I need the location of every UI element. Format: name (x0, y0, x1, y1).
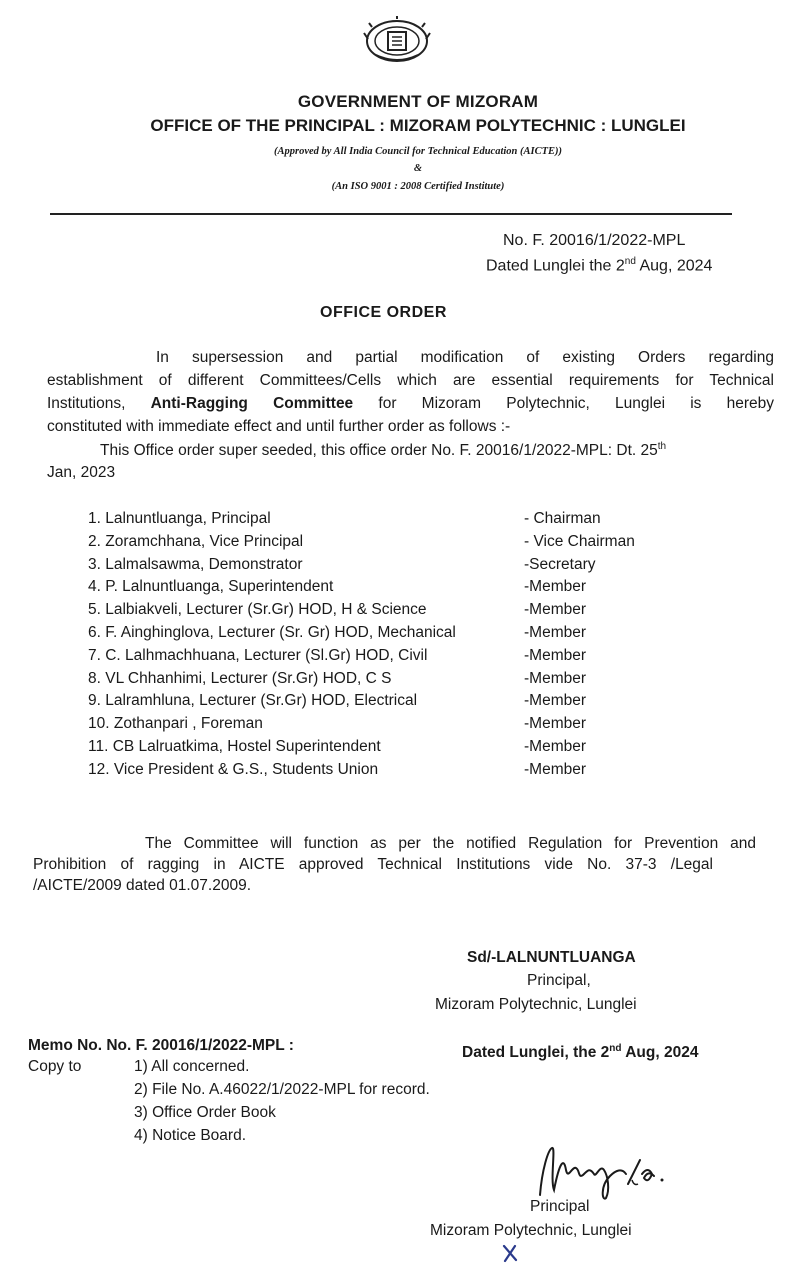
body-line-1: In supersession and partial modification of existing Orders regarding (156, 349, 774, 366)
pen-mark-icon (500, 1242, 520, 1264)
aicte-approval-note: (Approved by All India Council for Technical Education (AICTE)) (274, 146, 562, 157)
list-item: 2. Zoramchhana, Vice Principal - Vice Chairman (88, 532, 635, 550)
memo-number: Memo No. No. F. 20016/1/2022-MPL : (28, 1037, 294, 1054)
copy-to-label: Copy to (28, 1058, 82, 1075)
body-line-4: constituted with immediate effect and until further order as follows :- (47, 418, 511, 435)
list-item: 10. Zothanpari , Foreman -Member (88, 715, 587, 733)
list-item: 9. Lalramhluna, Lecturer (Sr.Gr) HOD, Electrical -Member (88, 692, 587, 710)
list-item: 4. P. Lalnuntluanga, Superintendent -Member (88, 578, 587, 596)
iso-certification-note: (An ISO 9001 : 2008 Certified Institute) (331, 181, 505, 192)
committee-name: Anti-Ragging Committee (150, 395, 354, 412)
header-divider (50, 213, 732, 215)
list-item: 3. Lalmalsawma, Demonstrator -Secretary (88, 555, 596, 573)
list-item: 11. CB Lalruatkima, Hostel Superintendent -Member (88, 737, 587, 755)
list-item: 7. C. Lalhmachhuana, Lecturer (Sl.Gr) HOD, Civil -Member (88, 646, 587, 664)
body-line-2: establishment of different Committees/Cells which are essential requirements for Technical (47, 372, 774, 389)
copy-item: 4) Notice Board. (134, 1127, 246, 1144)
order-date: Dated Lunglei the 2nd Aug, 2024 (486, 256, 713, 275)
list-item: 5. Lalbiakveli, Lecturer (Sr.Gr) HOD, H & Science -Member (88, 601, 587, 619)
signatory-designation: Principal, (527, 972, 591, 989)
order-number: No. F. 20016/1/2022-MPL (503, 232, 686, 249)
copy-item: 1) All concerned. (134, 1058, 250, 1075)
function-line-3: /AICTE/2009 dated 01.07.2009. (33, 877, 252, 894)
committee-member-list (88, 510, 668, 784)
body-line-3: Institutions, Anti-Ragging Committee for Mizoram Polytechnic, Lunglei is hereby (47, 395, 775, 412)
office-heading: OFFICE OF THE PRINCIPAL : MIZORAM POLYTECHNIC : LUNGLEI (150, 116, 686, 135)
document-title: OFFICE ORDER (320, 304, 447, 321)
supersede-note-date: Jan, 2023 (47, 464, 116, 481)
function-line-2: Prohibition of ragging in AICTE approved Technical Institutions vide No. 37-3 /Legal (33, 856, 713, 873)
signatory-name: Sd/-LALNUNTLUANGA (467, 949, 636, 966)
copy-item: 3) Office Order Book (134, 1104, 276, 1121)
list-item: 12. Vice President & G.S., Students Union -Member (88, 760, 587, 778)
footer-organisation: Mizoram Polytechnic, Lunglei (430, 1222, 632, 1239)
function-line-1: The Committee will function as per the notified Regulation for Prevention and (145, 835, 756, 852)
list-item: 8. VL Chhanhimi, Lecturer (Sr.Gr) HOD, C S -Member (88, 669, 587, 687)
list-item: 1. Lalnuntluanga, Principal - Chairman (88, 510, 601, 527)
government-heading: GOVERNMENT OF MIZORAM (297, 92, 539, 111)
state-emblem-icon (362, 15, 432, 65)
supersede-note: This Office order super seeded, this office order No. F. 20016/1/2022-MPL: Dt. 25th (100, 441, 667, 460)
footer-designation: Principal (530, 1198, 590, 1215)
ampersand: & (413, 163, 423, 174)
signatory-organisation: Mizoram Polytechnic, Lunglei (435, 996, 637, 1013)
copy-item: 2) File No. A.46022/1/2022-MPL for record. (134, 1081, 430, 1098)
memo-date: Dated Lunglei, the 2nd Aug, 2024 (462, 1043, 699, 1062)
list-item: 6. F. Ainghinglova, Lecturer (Sr. Gr) HOD, Mechanical -Member (88, 623, 587, 641)
